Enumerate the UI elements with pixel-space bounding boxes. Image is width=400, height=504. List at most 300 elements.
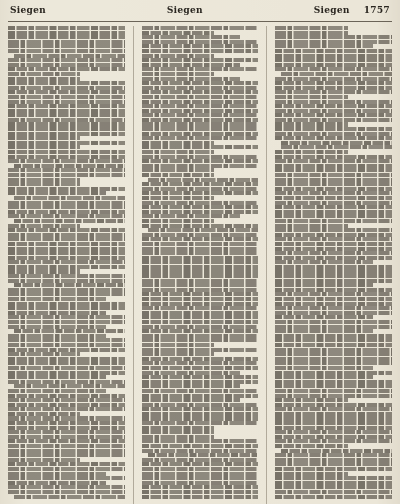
text-line — [142, 247, 259, 251]
text-line — [142, 375, 259, 379]
text-line — [275, 113, 392, 117]
text-line — [8, 490, 125, 494]
text-line — [8, 435, 125, 439]
text-line — [8, 173, 125, 177]
text-line — [8, 145, 80, 149]
text-line — [142, 412, 259, 416]
text-line — [142, 476, 259, 480]
text-line — [8, 407, 125, 411]
text-line — [8, 86, 125, 90]
text-line — [142, 86, 259, 90]
text-line — [142, 306, 259, 310]
text-line — [275, 40, 392, 44]
text-line — [8, 467, 125, 471]
text-line — [275, 86, 392, 90]
text-line — [142, 421, 259, 425]
text-line — [8, 228, 125, 232]
text-line — [14, 164, 125, 168]
text-line — [8, 201, 125, 205]
text-line — [281, 141, 392, 145]
text-line — [8, 141, 125, 145]
text-line — [142, 173, 214, 177]
text-line — [14, 495, 125, 499]
text-line — [275, 54, 392, 58]
text-line — [275, 444, 347, 448]
text-line — [142, 311, 259, 315]
text-line — [14, 384, 125, 388]
text-line — [8, 325, 106, 329]
text-line — [275, 361, 392, 365]
text-line — [275, 127, 392, 131]
text-line — [142, 187, 259, 191]
text-line — [142, 361, 259, 365]
text-line — [8, 311, 106, 315]
text-line — [275, 224, 347, 228]
text-line — [275, 49, 392, 53]
text-line — [275, 297, 392, 301]
text-line — [275, 274, 392, 278]
text-line — [275, 357, 392, 361]
text-line — [275, 81, 392, 85]
text-line — [275, 412, 392, 416]
text-line — [142, 366, 259, 370]
text-line — [275, 196, 392, 200]
text-line — [142, 371, 240, 375]
text-line — [275, 371, 392, 375]
text-line — [275, 384, 392, 388]
text-line — [275, 247, 392, 251]
text-line — [275, 426, 392, 430]
text-line — [142, 201, 259, 205]
text-line — [275, 118, 392, 122]
text-line — [8, 371, 125, 375]
text-line — [142, 467, 259, 471]
text-line — [142, 348, 259, 352]
text-line — [8, 320, 125, 324]
text-line — [142, 449, 259, 453]
text-line — [142, 77, 240, 81]
text-line — [142, 182, 259, 186]
text-line — [142, 81, 259, 85]
text-line — [142, 145, 259, 149]
text-line — [8, 485, 125, 489]
text-line — [142, 439, 259, 443]
text-line — [275, 320, 392, 324]
text-line — [275, 210, 392, 214]
text-line — [275, 481, 392, 485]
text-line — [142, 237, 259, 241]
text-line — [275, 95, 347, 99]
text-line — [275, 136, 392, 140]
text-line — [142, 251, 259, 255]
text-line — [142, 260, 259, 264]
text-line — [8, 118, 125, 122]
text-line — [275, 269, 392, 273]
text-line — [8, 136, 80, 140]
text-line — [8, 210, 125, 214]
text-line — [8, 77, 80, 81]
text-line — [275, 458, 392, 462]
text-line — [8, 247, 125, 251]
text-line — [275, 495, 392, 499]
text-line — [275, 279, 392, 283]
text-line — [8, 476, 125, 480]
text-line — [8, 182, 80, 186]
text-line — [142, 407, 259, 411]
text-line — [281, 145, 392, 149]
text-line — [8, 265, 125, 269]
text-line — [8, 260, 125, 264]
text-line — [8, 338, 125, 342]
text-line — [142, 462, 259, 466]
text-line — [142, 191, 259, 195]
text-line — [8, 67, 125, 71]
text-line — [142, 288, 259, 292]
text-line — [142, 343, 214, 347]
text-line — [275, 77, 392, 81]
text-line — [275, 90, 392, 94]
text-line — [275, 485, 392, 489]
text-line — [8, 237, 125, 241]
text-line — [8, 26, 125, 30]
text-column-left — [8, 26, 125, 504]
text-line — [275, 58, 392, 62]
text-line — [142, 72, 214, 76]
text-line — [275, 205, 392, 209]
text-line — [8, 439, 125, 443]
text-line — [275, 251, 392, 255]
text-line — [275, 219, 392, 223]
text-line — [142, 283, 259, 287]
text-line — [8, 95, 125, 99]
text-line — [275, 366, 373, 370]
text-line — [8, 357, 125, 361]
text-line — [275, 155, 392, 159]
text-line — [148, 453, 259, 457]
text-line — [142, 426, 214, 430]
text-line — [275, 182, 392, 186]
text-line — [275, 214, 392, 218]
column-rule — [266, 26, 267, 504]
text-line — [8, 191, 106, 195]
text-line — [275, 35, 392, 39]
running-header — [8, 6, 392, 22]
header-right-group — [314, 6, 390, 16]
text-line — [8, 251, 125, 255]
text-line — [275, 122, 347, 126]
text-column-middle — [142, 26, 259, 504]
text-line — [275, 407, 392, 411]
header-left-title: Siegen — [10, 6, 47, 16]
text-line — [275, 150, 347, 154]
text-line — [8, 416, 125, 420]
text-line — [142, 100, 259, 104]
text-line — [275, 462, 392, 466]
text-line — [8, 462, 125, 466]
text-line — [8, 187, 125, 191]
text-line — [142, 297, 259, 301]
text-line — [8, 306, 125, 310]
text-line — [275, 191, 392, 195]
text-line — [14, 54, 125, 58]
text-line — [275, 490, 392, 494]
text-line — [275, 334, 392, 338]
text-line — [8, 297, 106, 301]
text-line — [8, 168, 125, 172]
text-line — [281, 449, 392, 453]
text-line — [8, 127, 125, 131]
text-line — [275, 421, 392, 425]
text-line — [142, 26, 259, 30]
text-line — [275, 100, 392, 104]
text-line — [14, 196, 125, 200]
text-line — [142, 210, 259, 214]
text-line — [8, 40, 125, 44]
text-line — [8, 292, 125, 296]
text-line — [142, 122, 259, 126]
text-line — [8, 361, 125, 365]
text-line — [275, 306, 392, 310]
text-line — [8, 279, 125, 283]
text-line — [275, 164, 392, 168]
text-line — [8, 288, 125, 292]
text-line — [14, 283, 125, 287]
text-line — [8, 343, 125, 347]
text-line — [281, 72, 392, 76]
text-line — [8, 155, 125, 159]
text-line — [275, 394, 392, 398]
text-line — [142, 40, 259, 44]
text-line — [142, 329, 259, 333]
text-line — [8, 389, 106, 393]
text-line — [142, 31, 214, 35]
text-line — [8, 449, 125, 453]
text-line — [142, 325, 259, 329]
text-line — [142, 302, 259, 306]
text-line — [8, 398, 125, 402]
text-line — [142, 357, 259, 361]
text-line — [275, 467, 392, 471]
text-line — [142, 435, 214, 439]
text-line — [8, 315, 125, 319]
text-line — [275, 348, 392, 352]
text-line — [275, 329, 373, 333]
text-line — [142, 233, 259, 237]
column-rule — [133, 26, 134, 504]
text-line — [8, 159, 125, 163]
text-line — [142, 159, 259, 163]
text-line — [142, 320, 259, 324]
text-line — [142, 490, 259, 494]
text-line — [8, 49, 125, 53]
text-line — [8, 44, 125, 48]
text-line — [275, 343, 392, 347]
text-line — [142, 63, 240, 67]
text-line — [142, 127, 259, 131]
text-line — [8, 122, 125, 126]
text-line — [8, 72, 80, 76]
text-line — [142, 224, 259, 228]
text-line — [142, 430, 214, 434]
text-line — [275, 292, 392, 296]
header-right-title: Siegen — [313, 6, 350, 16]
text-line — [142, 150, 214, 154]
text-line — [8, 233, 125, 237]
text-line — [142, 168, 214, 172]
text-line — [275, 311, 392, 315]
text-line — [275, 67, 392, 71]
text-line — [142, 352, 214, 356]
text-line — [275, 380, 392, 384]
text-line — [8, 481, 106, 485]
header-middle-title: Siegen — [166, 6, 203, 16]
text-line — [142, 44, 259, 48]
text-line — [142, 444, 259, 448]
text-line — [142, 214, 240, 218]
text-line — [275, 109, 392, 113]
text-line — [142, 118, 259, 122]
text-line — [275, 416, 392, 420]
text-line — [142, 113, 259, 117]
text-line — [275, 325, 392, 329]
text-line — [8, 150, 125, 154]
text-line — [142, 35, 240, 39]
text-line — [8, 242, 125, 246]
text-line — [275, 26, 347, 30]
text-line — [142, 384, 240, 388]
text-line — [8, 375, 106, 379]
text-line — [8, 269, 80, 273]
text-line — [148, 228, 259, 232]
text-line — [142, 104, 259, 108]
text-line — [142, 132, 259, 136]
text-line — [8, 352, 80, 356]
text-line — [142, 196, 214, 200]
text-line — [8, 113, 125, 117]
text-line — [275, 283, 373, 287]
text-line — [142, 380, 259, 384]
text-line — [142, 67, 259, 71]
text-line — [142, 403, 259, 407]
text-line — [142, 292, 259, 296]
text-line — [275, 132, 392, 136]
text-line — [142, 398, 240, 402]
text-line — [142, 265, 259, 269]
text-line — [275, 288, 392, 292]
text-line — [275, 476, 392, 480]
text-line — [275, 398, 347, 402]
text-line — [142, 205, 259, 209]
text-line — [8, 132, 125, 136]
text-line — [8, 394, 125, 398]
text-line — [8, 205, 125, 209]
text-line — [275, 260, 373, 264]
text-line — [8, 100, 125, 104]
text-line — [275, 453, 392, 457]
text-line — [275, 104, 392, 108]
text-line — [275, 375, 373, 379]
text-line — [8, 334, 106, 338]
text-column-right — [275, 26, 392, 504]
text-line — [8, 403, 125, 407]
text-line — [142, 256, 259, 260]
text-line — [142, 95, 259, 99]
text-line — [8, 426, 125, 430]
text-line — [8, 81, 125, 85]
text-line — [142, 141, 214, 145]
text-line — [142, 338, 259, 342]
text-line — [8, 90, 125, 94]
text-line — [142, 334, 259, 338]
text-line — [8, 63, 125, 67]
text-line — [148, 178, 259, 182]
text-line — [275, 302, 392, 306]
text-line — [8, 380, 125, 384]
text-line — [275, 63, 392, 67]
text-line — [275, 44, 373, 48]
text-line — [142, 485, 259, 489]
text-line — [275, 201, 392, 205]
text-line — [275, 472, 347, 476]
text-line — [8, 178, 80, 182]
text-line — [275, 352, 392, 356]
text-line — [142, 109, 259, 113]
text-line — [275, 242, 392, 246]
text-line — [142, 136, 259, 140]
text-line — [142, 481, 259, 485]
text-line — [8, 274, 125, 278]
text-line — [8, 348, 125, 352]
text-line — [8, 366, 125, 370]
text-line — [275, 233, 392, 237]
text-line — [142, 495, 259, 499]
text-line — [8, 104, 125, 108]
text-line — [275, 439, 392, 443]
text-line — [142, 90, 259, 94]
text-line — [8, 256, 125, 260]
text-line — [142, 219, 214, 223]
text-line — [275, 265, 392, 269]
text-line — [8, 453, 125, 457]
text-line — [8, 224, 80, 228]
text-line — [275, 228, 392, 232]
text-line — [8, 458, 80, 462]
text-line — [8, 430, 125, 434]
text-line — [275, 31, 347, 35]
text-line — [8, 302, 125, 306]
text-line — [142, 274, 259, 278]
text-line — [142, 58, 259, 62]
text-line — [275, 187, 392, 191]
text-line — [14, 329, 125, 333]
text-line — [142, 269, 259, 273]
text-line — [8, 31, 125, 35]
text-line — [142, 279, 259, 283]
text-line — [8, 412, 80, 416]
text-line — [142, 155, 259, 159]
text-line — [275, 389, 392, 393]
text-line — [142, 164, 259, 168]
text-line — [142, 315, 259, 319]
text-line — [142, 416, 259, 420]
text-line — [142, 458, 259, 462]
text-line — [8, 109, 125, 113]
text-line — [275, 237, 392, 241]
text-line — [275, 430, 392, 434]
text-line — [275, 178, 392, 182]
text-line — [275, 168, 392, 172]
text-line — [275, 315, 373, 319]
